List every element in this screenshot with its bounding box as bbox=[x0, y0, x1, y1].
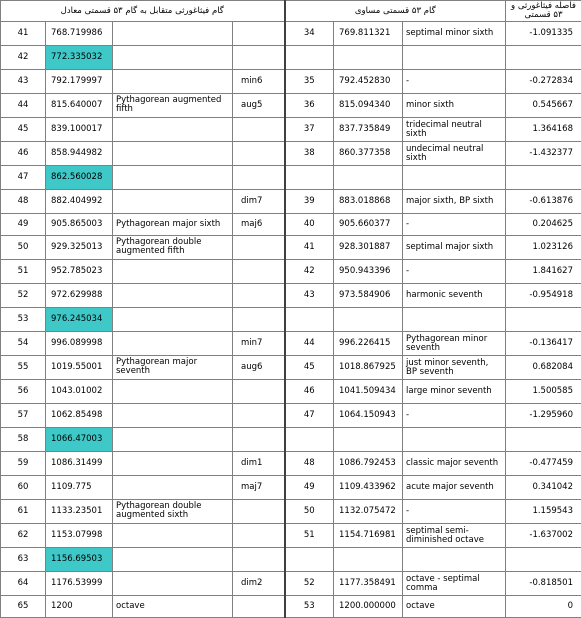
deviation bbox=[506, 548, 581, 572]
pythagorean-name bbox=[113, 284, 233, 308]
row-number: 53 bbox=[1, 308, 46, 332]
et-interval-name: - bbox=[403, 214, 506, 236]
et-interval-name: septimal minor sixth bbox=[403, 22, 506, 46]
deviation: 1.841627 bbox=[506, 260, 581, 284]
table-row bbox=[1, 524, 581, 548]
et-cents bbox=[334, 428, 403, 452]
row-number: 45 bbox=[1, 118, 46, 142]
deviation: -0.272834 bbox=[506, 70, 581, 94]
pythagorean-name: Pythagorean major seventh bbox=[113, 356, 233, 380]
row-number: 46 bbox=[1, 142, 46, 166]
pythagorean-name bbox=[113, 428, 233, 452]
et-cents: 950.943396 bbox=[334, 260, 403, 284]
et-cents: 905.660377 bbox=[334, 214, 403, 236]
et-step: 39 bbox=[285, 190, 334, 214]
row-number: 47 bbox=[1, 166, 46, 190]
et-interval-name: tridecimal neutral sixth bbox=[403, 118, 506, 142]
pythagorean-cents: 905.865003 bbox=[46, 214, 113, 236]
interval-abbrev bbox=[233, 428, 285, 452]
et-cents: 815.094340 bbox=[334, 94, 403, 118]
pythagorean-cents: 1019.55001 bbox=[46, 356, 113, 380]
pythagorean-name bbox=[113, 70, 233, 94]
et-interval-name bbox=[403, 548, 506, 572]
pythagorean-cents: 1086.31499 bbox=[46, 452, 113, 476]
et-step: 38 bbox=[285, 142, 334, 166]
et-cents: 883.018868 bbox=[334, 190, 403, 214]
et-step: 51 bbox=[285, 524, 334, 548]
et-interval-name: large minor seventh bbox=[403, 380, 506, 404]
pythagorean-name bbox=[113, 548, 233, 572]
interval-abbrev: maj6 bbox=[233, 214, 285, 236]
pythagorean-cents: 1066.47003 bbox=[46, 428, 113, 452]
row-number: 61 bbox=[1, 500, 46, 524]
deviation: -0.136417 bbox=[506, 332, 581, 356]
pythagorean-cents: 1043.01002 bbox=[46, 380, 113, 404]
table-row bbox=[1, 190, 581, 214]
pythagorean-cents: 972.629988 bbox=[46, 284, 113, 308]
et-interval-name bbox=[403, 46, 506, 70]
row-number: 42 bbox=[1, 46, 46, 70]
deviation: -0.477459 bbox=[506, 452, 581, 476]
et-cents bbox=[334, 548, 403, 572]
deviation: -1.432377 bbox=[506, 142, 581, 166]
et-interval-name: harmonic seventh bbox=[403, 284, 506, 308]
row-number: 65 bbox=[1, 596, 46, 618]
et-cents bbox=[334, 308, 403, 332]
pythagorean-name bbox=[113, 22, 233, 46]
et-step: 52 bbox=[285, 572, 334, 596]
deviation: -0.954918 bbox=[506, 284, 581, 308]
row-number: 43 bbox=[1, 70, 46, 94]
pythagorean-cents: 772.335032 bbox=[46, 46, 113, 70]
interval-abbrev bbox=[233, 260, 285, 284]
table-row bbox=[1, 380, 581, 404]
et-step: 47 bbox=[285, 404, 334, 428]
interval-abbrev bbox=[233, 142, 285, 166]
interval-abbrev: dim7 bbox=[233, 190, 285, 214]
pythagorean-cents: 815.640007 bbox=[46, 94, 113, 118]
interval-abbrev bbox=[233, 380, 285, 404]
interval-abbrev bbox=[233, 524, 285, 548]
interval-abbrev bbox=[233, 22, 285, 46]
et-interval-name: Pythagorean minor seventh bbox=[403, 332, 506, 356]
pythagorean-cents: 1062.85498 bbox=[46, 404, 113, 428]
pythagorean-cents: 1153.07998 bbox=[46, 524, 113, 548]
et-step: 36 bbox=[285, 94, 334, 118]
et-step: 40 bbox=[285, 214, 334, 236]
interval-abbrev: dim2 bbox=[233, 572, 285, 596]
pythagorean-cents: 1200 bbox=[46, 596, 113, 618]
pythagorean-name bbox=[113, 572, 233, 596]
deviation: -0.818501 bbox=[506, 572, 581, 596]
et-interval-name: octave - septimal comma bbox=[403, 572, 506, 596]
et-step: 46 bbox=[285, 380, 334, 404]
et-cents: 837.735849 bbox=[334, 118, 403, 142]
header-pythagorean: گام فیثاغورثی متقابل به گام ۵۳ قسمتی معادل bbox=[1, 1, 285, 22]
pythagorean-name: octave bbox=[113, 596, 233, 618]
row-number: 57 bbox=[1, 404, 46, 428]
interval-abbrev: aug5 bbox=[233, 94, 285, 118]
table-row bbox=[1, 572, 581, 596]
table-row bbox=[1, 94, 581, 118]
deviation: 1.500585 bbox=[506, 380, 581, 404]
deviation: 1.159543 bbox=[506, 500, 581, 524]
table-row bbox=[1, 142, 581, 166]
header-row bbox=[1, 1, 581, 22]
pythagorean-name: Pythagorean major sixth bbox=[113, 214, 233, 236]
pythagorean-name bbox=[113, 46, 233, 70]
row-number: 48 bbox=[1, 190, 46, 214]
row-number: 41 bbox=[1, 22, 46, 46]
et-interval-name: septimal major sixth bbox=[403, 236, 506, 260]
et-step: 44 bbox=[285, 332, 334, 356]
et-step: 42 bbox=[285, 260, 334, 284]
row-number: 52 bbox=[1, 284, 46, 308]
et-cents: 1041.509434 bbox=[334, 380, 403, 404]
interval-abbrev: min6 bbox=[233, 70, 285, 94]
table-row bbox=[1, 332, 581, 356]
pythagorean-cents: 862.560028 bbox=[46, 166, 113, 190]
table-row bbox=[1, 356, 581, 380]
pythagorean-name bbox=[113, 380, 233, 404]
et-cents bbox=[334, 46, 403, 70]
interval-abbrev: min7 bbox=[233, 332, 285, 356]
et-step bbox=[285, 46, 334, 70]
et-step bbox=[285, 548, 334, 572]
pythagorean-cents: 1176.53999 bbox=[46, 572, 113, 596]
et-cents: 1018.867925 bbox=[334, 356, 403, 380]
deviation: -1.091335 bbox=[506, 22, 581, 46]
table-row bbox=[1, 284, 581, 308]
deviation bbox=[506, 46, 581, 70]
et-interval-name: just minor seventh, BP seventh bbox=[403, 356, 506, 380]
interval-abbrev bbox=[233, 166, 285, 190]
interval-abbrev bbox=[233, 236, 285, 260]
row-number: 56 bbox=[1, 380, 46, 404]
et-cents: 1154.716981 bbox=[334, 524, 403, 548]
et-cents: 1132.075472 bbox=[334, 500, 403, 524]
et-step: 53 bbox=[285, 596, 334, 618]
deviation: -1.637002 bbox=[506, 524, 581, 548]
interval-abbrev bbox=[233, 596, 285, 618]
et-cents: 973.584906 bbox=[334, 284, 403, 308]
interval-abbrev: maj7 bbox=[233, 476, 285, 500]
row-number: 59 bbox=[1, 452, 46, 476]
interval-abbrev bbox=[233, 118, 285, 142]
pythagorean-name bbox=[113, 142, 233, 166]
pythagorean-name bbox=[113, 260, 233, 284]
table-row bbox=[1, 404, 581, 428]
row-number: 62 bbox=[1, 524, 46, 548]
pythagorean-name bbox=[113, 404, 233, 428]
interval-abbrev: aug6 bbox=[233, 356, 285, 380]
deviation: 0.204625 bbox=[506, 214, 581, 236]
et-interval-name bbox=[403, 428, 506, 452]
et-interval-name: minor sixth bbox=[403, 94, 506, 118]
pythagorean-name: Pythagorean augmented fifth bbox=[113, 94, 233, 118]
deviation: 1.364168 bbox=[506, 118, 581, 142]
interval-abbrev bbox=[233, 548, 285, 572]
row-number: 44 bbox=[1, 94, 46, 118]
et-step bbox=[285, 166, 334, 190]
deviation: 0 bbox=[506, 596, 581, 618]
et-interval-name: undecimal neutral sixth bbox=[403, 142, 506, 166]
table-row bbox=[1, 260, 581, 284]
pythagorean-cents: 929.325013 bbox=[46, 236, 113, 260]
table-row bbox=[1, 596, 581, 618]
pythagorean-name bbox=[113, 332, 233, 356]
interval-abbrev bbox=[233, 308, 285, 332]
et-interval-name bbox=[403, 166, 506, 190]
interval-abbrev bbox=[233, 404, 285, 428]
pythagorean-cents: 839.100017 bbox=[46, 118, 113, 142]
header-deviation: فاصله فیثاغورثی و ۵۳ قسمتی bbox=[506, 1, 581, 22]
et-step: 45 bbox=[285, 356, 334, 380]
interval-abbrev bbox=[233, 46, 285, 70]
deviation: 0.682084 bbox=[506, 356, 581, 380]
et-interval-name: - bbox=[403, 260, 506, 284]
et-step: 49 bbox=[285, 476, 334, 500]
deviation bbox=[506, 308, 581, 332]
pythagorean-name bbox=[113, 476, 233, 500]
et-step: 35 bbox=[285, 70, 334, 94]
et-interval-name: major sixth, BP sixth bbox=[403, 190, 506, 214]
table-row bbox=[1, 452, 581, 476]
et-cents: 1086.792453 bbox=[334, 452, 403, 476]
et-cents: 769.811321 bbox=[334, 22, 403, 46]
et-step bbox=[285, 308, 334, 332]
pythagorean-name bbox=[113, 190, 233, 214]
row-number: 64 bbox=[1, 572, 46, 596]
et-cents bbox=[334, 166, 403, 190]
table-row bbox=[1, 308, 581, 332]
pythagorean-cents: 1109.775 bbox=[46, 476, 113, 500]
et-cents: 1064.150943 bbox=[334, 404, 403, 428]
pythagorean-name bbox=[113, 308, 233, 332]
et-interval-name: - bbox=[403, 70, 506, 94]
et-interval-name: - bbox=[403, 500, 506, 524]
row-number: 54 bbox=[1, 332, 46, 356]
deviation bbox=[506, 428, 581, 452]
et-cents: 1177.358491 bbox=[334, 572, 403, 596]
pythagorean-cents: 952.785023 bbox=[46, 260, 113, 284]
et-interval-name: classic major seventh bbox=[403, 452, 506, 476]
et-interval-name: - bbox=[403, 404, 506, 428]
pythagorean-name: Pythagorean double augmented fifth bbox=[113, 236, 233, 260]
pythagorean-cents: 1156.69503 bbox=[46, 548, 113, 572]
et-cents: 996.226415 bbox=[334, 332, 403, 356]
et-cents: 1200.000000 bbox=[334, 596, 403, 618]
table-row bbox=[1, 166, 581, 190]
table-row bbox=[1, 500, 581, 524]
pythagorean-name: Pythagorean double augmented sixth bbox=[113, 500, 233, 524]
et-cents: 1109.433962 bbox=[334, 476, 403, 500]
interval-abbrev: dim1 bbox=[233, 452, 285, 476]
row-number: 51 bbox=[1, 260, 46, 284]
pythagorean-name bbox=[113, 452, 233, 476]
et-step: 50 bbox=[285, 500, 334, 524]
pythagorean-name bbox=[113, 166, 233, 190]
table-row bbox=[1, 22, 581, 46]
pythagorean-name bbox=[113, 118, 233, 142]
et-interval-name: septimal semi-diminished octave bbox=[403, 524, 506, 548]
interval-abbrev bbox=[233, 284, 285, 308]
table-row bbox=[1, 236, 581, 260]
pythagorean-name bbox=[113, 524, 233, 548]
pythagorean-cents: 792.179997 bbox=[46, 70, 113, 94]
et-step: 48 bbox=[285, 452, 334, 476]
et-step: 43 bbox=[285, 284, 334, 308]
table-row bbox=[1, 476, 581, 500]
et-cents: 860.377358 bbox=[334, 142, 403, 166]
pythagorean-cents: 858.944982 bbox=[46, 142, 113, 166]
et-step: 41 bbox=[285, 236, 334, 260]
pythagorean-cents: 976.245034 bbox=[46, 308, 113, 332]
et-interval-name bbox=[403, 308, 506, 332]
et-cents: 792.452830 bbox=[334, 70, 403, 94]
et-interval-name: acute major seventh bbox=[403, 476, 506, 500]
et-interval-name: octave bbox=[403, 596, 506, 618]
row-number: 63 bbox=[1, 548, 46, 572]
pythagorean-cents: 768.719986 bbox=[46, 22, 113, 46]
table-row bbox=[1, 118, 581, 142]
table-row bbox=[1, 214, 581, 236]
pythagorean-cents: 882.404992 bbox=[46, 190, 113, 214]
row-number: 58 bbox=[1, 428, 46, 452]
et-cents: 928.301887 bbox=[334, 236, 403, 260]
row-number: 60 bbox=[1, 476, 46, 500]
row-number: 50 bbox=[1, 236, 46, 260]
row-number: 49 bbox=[1, 214, 46, 236]
header-equal-temperament: گام ۵۳ قسمتی مساوی bbox=[285, 1, 506, 22]
deviation: 0.341042 bbox=[506, 476, 581, 500]
table-row bbox=[1, 46, 581, 70]
table-body bbox=[1, 22, 581, 618]
interval-abbrev bbox=[233, 500, 285, 524]
table-row bbox=[1, 428, 581, 452]
pythagorean-cents: 996.089998 bbox=[46, 332, 113, 356]
et-step: 37 bbox=[285, 118, 334, 142]
deviation: -0.613876 bbox=[506, 190, 581, 214]
deviation: -1.295960 bbox=[506, 404, 581, 428]
row-number: 55 bbox=[1, 356, 46, 380]
et-step: 34 bbox=[285, 22, 334, 46]
et-step bbox=[285, 428, 334, 452]
table-row bbox=[1, 548, 581, 572]
pythagorean-cents: 1133.23501 bbox=[46, 500, 113, 524]
deviation bbox=[506, 166, 581, 190]
deviation: 1.023126 bbox=[506, 236, 581, 260]
deviation: 0.545667 bbox=[506, 94, 581, 118]
table-row bbox=[1, 70, 581, 94]
